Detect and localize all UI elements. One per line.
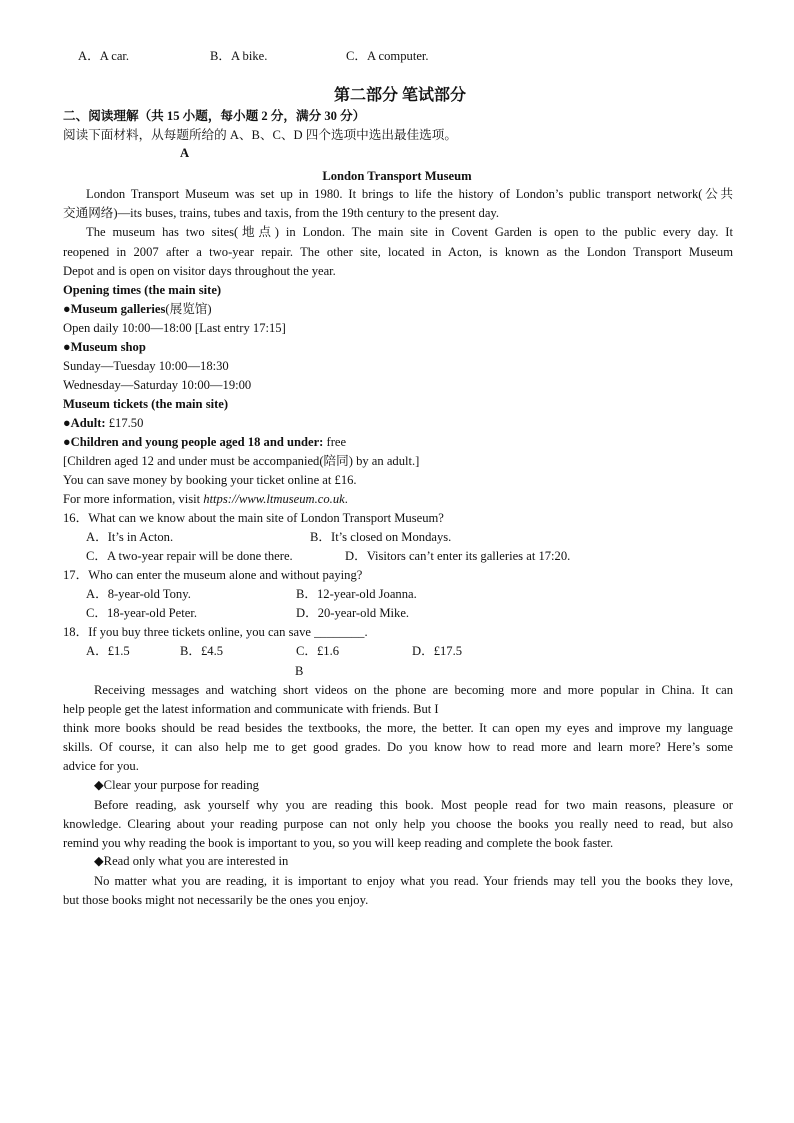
children-label: ●Children and young people aged 18 and under: xyxy=(63,435,324,449)
galleries-row xyxy=(63,300,212,319)
passage-a-p2-line1: The museum has two sites(地点) in London. The main site in Covent Garden is open to the public every day. It xyxy=(86,225,733,239)
passage-b-p1-line2: help people get the latest information and communicate with friends. But I xyxy=(63,702,439,716)
question-18-stem: 18．If you buy three tickets online, you can save ________. xyxy=(63,625,368,639)
question-17-stem: 17．Who can enter the museum alone and without paying? xyxy=(63,568,363,582)
adult-price: £17.50 xyxy=(105,416,144,430)
passage-b-p3-line1: No matter what you are reading, it is important to enjoy what you read. Your friends may tell you the books they love, xyxy=(94,874,733,888)
shop-hours-1: Sunday—Tuesday 10:00—18:30 xyxy=(63,359,229,373)
question-17-option-c: C．18-year-old Peter. xyxy=(86,606,197,620)
passage-b-p1-line5: advice for you. xyxy=(63,759,139,773)
question-16-stem: 16．What can we know about the main site of London Transport Museum? xyxy=(63,511,444,525)
passage-b-p2-line1: Before reading, ask yourself why you are reading this book. Most people read for two main reasons, pleasure or xyxy=(94,798,733,812)
question-18-option-a: A．£1.5 xyxy=(86,644,130,658)
adult-label: ●Adult: xyxy=(63,416,106,430)
galleries-cn: (展览馆) xyxy=(165,302,212,316)
tip-2-heading: ◆Read only what you are interested in xyxy=(94,854,289,868)
q15-option-b: B．A bike. xyxy=(210,49,268,63)
tickets-heading: Museum tickets (the main site) xyxy=(63,397,229,411)
passage-a-title: London Transport Museum xyxy=(322,169,472,183)
question-18-option-d: D．£17.5 xyxy=(412,644,463,658)
passage-b-p2-line3: remind you why reading the book is important to you, so you will keep reading and complete the book faster. xyxy=(63,836,614,850)
passage-b-p1-line1: Receiving messages and watching short videos on the phone are becoming more and more popular in China. It can xyxy=(94,683,733,697)
question-18-option-c: C．£1.6 xyxy=(296,644,340,658)
passage-b-label: B xyxy=(295,664,304,678)
q15-option-c: C．A computer. xyxy=(346,49,429,63)
opening-times-heading: Opening times (the main site) xyxy=(63,283,222,297)
question-18-option-b: B．£4.5 xyxy=(180,644,224,658)
part-title: 第二部分 笔试部分 xyxy=(333,87,466,104)
question-17-option-b: B．12-year-old Joanna. xyxy=(296,587,417,601)
info-url: https://www.ltmuseum.co.uk xyxy=(203,492,345,506)
shop-hours-2: Wednesday—Saturday 10:00—19:00 xyxy=(63,378,252,392)
galleries-hours: Open daily 10:00—18:00 [Last entry 17:15] xyxy=(63,321,286,335)
passage-b-p1-line4: skills. Of course, it can also help me to get good grades. Do you know how to read more and learn more? Here’s some xyxy=(63,740,733,754)
save-note: You can save money by booking your ticket online at £16. xyxy=(63,473,357,487)
children-row xyxy=(63,433,346,452)
question-16-option-a: A．It’s in Acton. xyxy=(86,530,174,544)
galleries-label: ●Museum galleries xyxy=(63,302,166,316)
passage-a-p2-line3: Depot and is open on visitor days throughout the year. xyxy=(63,264,336,278)
passage-a-p2-line2: reopened in 2007 after a two-year repair. The other site, located in Acton, is known as the London Transport Museum xyxy=(63,245,733,259)
passage-b-p1-line3: think more books should be read besides the textbooks, the more, the better. It can open my eyes and improve my language xyxy=(63,721,733,735)
passage-b-p2-line2: knowledge. Clearing about your reading purpose can not only help you choose the books you really need to read, but also xyxy=(63,817,733,831)
passage-a-p1-line2: 交通网络)—its buses, trains, tubes and taxis, from the 19th century to the present day. xyxy=(63,206,500,220)
info-prefix: For more information, visit xyxy=(63,492,204,506)
question-16-option-d: D．Visitors can’t enter its galleries at 17:20. xyxy=(345,549,571,563)
question-17-option-d: D．20-year-old Mike. xyxy=(296,606,410,620)
question-16-option-b: B．It’s closed on Mondays. xyxy=(310,530,452,544)
passage-b-p3-line2: but those books might not necessarily be the ones you enjoy. xyxy=(63,893,369,907)
adult-row xyxy=(63,414,143,433)
info-suffix: . xyxy=(344,492,348,506)
q15-option-a: A．A car. xyxy=(78,49,130,63)
children-price: free xyxy=(323,435,347,449)
passage-a-label: A xyxy=(180,146,190,160)
children-note: [Children aged 12 and under must be accompanied(陪同) by an adult.] xyxy=(63,454,420,468)
passage-a-p1-line1: London Transport Museum was set up in 1980. It brings to life the history of London’s public transport network(公共 xyxy=(86,187,733,201)
info-row xyxy=(63,490,348,509)
section-instruction: 阅读下面材料，从每题所给的 A、B、C、D 四个选项中选出最佳选项。 xyxy=(63,128,457,142)
tip-1-heading: ◆Clear your purpose for reading xyxy=(94,778,259,792)
section-heading: 二、阅读理解（共 15 小题，每小题 2 分，满分 30 分） xyxy=(63,109,366,123)
shop-label: ●Museum shop xyxy=(63,340,146,354)
question-16-option-c: C．A two-year repair will be done there. xyxy=(86,549,293,563)
question-17-option-a: A．8-year-old Tony. xyxy=(86,587,191,601)
